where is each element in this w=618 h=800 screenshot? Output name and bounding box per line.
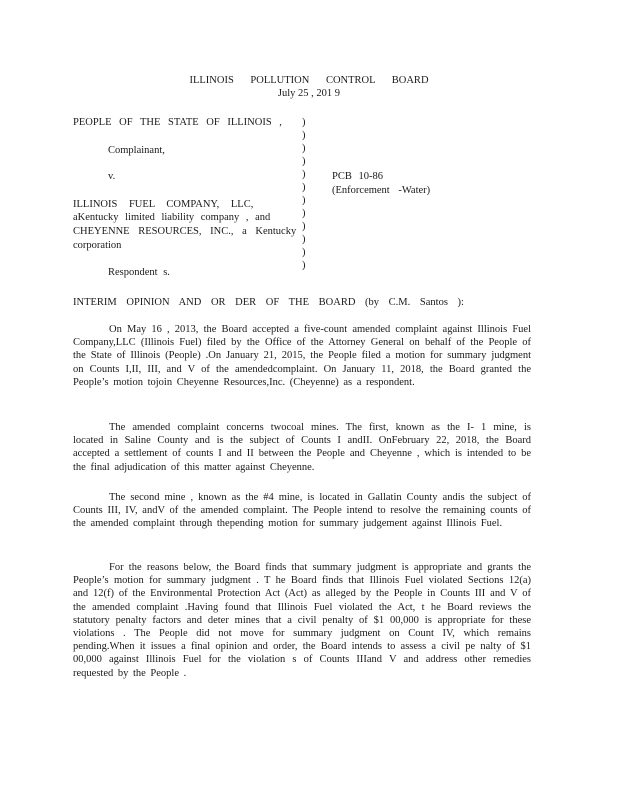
caption-defendant-line-4: corporation xyxy=(73,240,122,251)
body-paragraph-1 xyxy=(73,323,531,389)
caption-paren: ) xyxy=(302,234,306,245)
case-number: PCB 10-86 xyxy=(332,171,383,182)
caption-defendant-line-3: CHEYENNE RESOURCES, INC., a Kentucky xyxy=(73,226,297,237)
paragraph-text: The second mine , known as the #4 mine, is located in Gallatin County andis the subject of Counts III, IV, andV of the amended complaint. The People intend to resolve the remaining counts of the amended complaint through thepending motion for summary judgement against Illinois Fuel. xyxy=(73,492,531,530)
board-title: ILLINOIS POLLUTION CONTROL BOARD xyxy=(189,75,429,86)
caption-paren: ) xyxy=(302,143,306,154)
opinion-heading: INTERIM OPINION AND OR DER OF THE BOARD (by C.M. Santos ): xyxy=(73,297,464,308)
caption-paren: ) xyxy=(302,260,306,271)
caption-paren: ) xyxy=(302,169,306,180)
caption-paren: ) xyxy=(302,156,306,167)
document-date: July 25 , 201 9 xyxy=(277,88,341,99)
paragraph-text: For the reasons below, the Board finds that summary judgment is appropriate and grants the People’s motion for summary judgment . T he Board finds that Illinois Fuel violated Sections 12(a) and 12(f) of the Environmental Protection Act (Act) as alleged by the People in Counts III and V of the amended complaint .Having found that Illinois Fuel violated the Act, t he Board reviews the statutory penalty factors and deter mines that a civil penalty of $1 00,000 is appropriate for these violations . The People did not move for summary judgment on Count IV, which remains pending.When it issues a final opinion and order, the Board intends to assess a civil pe nalty of $1 00,000 against Illinois Fuel for the violation s of Counts IIIand V and address other remedies requested by the People . xyxy=(73,562,531,679)
caption-paren: ) xyxy=(302,195,306,206)
paragraph-text: The amended complaint concerns twocoal mines. The first, known as the I- 1 mine, is located in Saline County and is the subject of Counts I andII. OnFebruary 22, 2018, the Board accepted a settlement of counts I and II between the People and Cheyenne , which is intended to be the final adjudication of this matter against Cheyenne. xyxy=(73,422,531,473)
caption-versus: v. xyxy=(108,171,116,182)
case-type: (Enforcement -Water) xyxy=(332,185,431,196)
caption-paren: ) xyxy=(302,117,306,128)
body-paragraph-3 xyxy=(73,491,531,531)
caption-paren: ) xyxy=(302,130,306,141)
caption-plaintiff: PEOPLE OF THE STATE OF ILLINOIS , xyxy=(73,117,282,128)
body-paragraph-2 xyxy=(73,421,531,474)
caption-paren: ) xyxy=(302,182,306,193)
caption-paren: ) xyxy=(302,208,306,219)
caption-parenthesis-column xyxy=(302,116,312,272)
body-paragraph-4 xyxy=(73,561,531,680)
caption-paren: ) xyxy=(302,221,306,232)
caption-complainant: Complainant, xyxy=(108,145,165,156)
caption-defendant-line-2: aKentucky limited liability company , and xyxy=(73,212,271,223)
caption-respondents: Respondent s. xyxy=(108,267,170,278)
caption-defendant-line-1: ILLINOIS FUEL COMPANY, LLC, xyxy=(73,199,254,210)
caption-paren: ) xyxy=(302,247,306,258)
paragraph-text: On May 16 , 2013, the Board accepted a five-count amended complaint against Illinois Fuel Company,LLC (Illinois Fuel) filed by the Office of the Attorney General on behalf of the People of the State of Illinois (People) .On January 21, 2015, the People filed a motion for summary judgment on Counts I,II, III, and V of the amendedcomplaint. On January 11, 2018, the Board granted the People’s motion tojoin Cheyenne Resources,Inc. (Cheyenne) as a respondent. xyxy=(73,324,531,388)
